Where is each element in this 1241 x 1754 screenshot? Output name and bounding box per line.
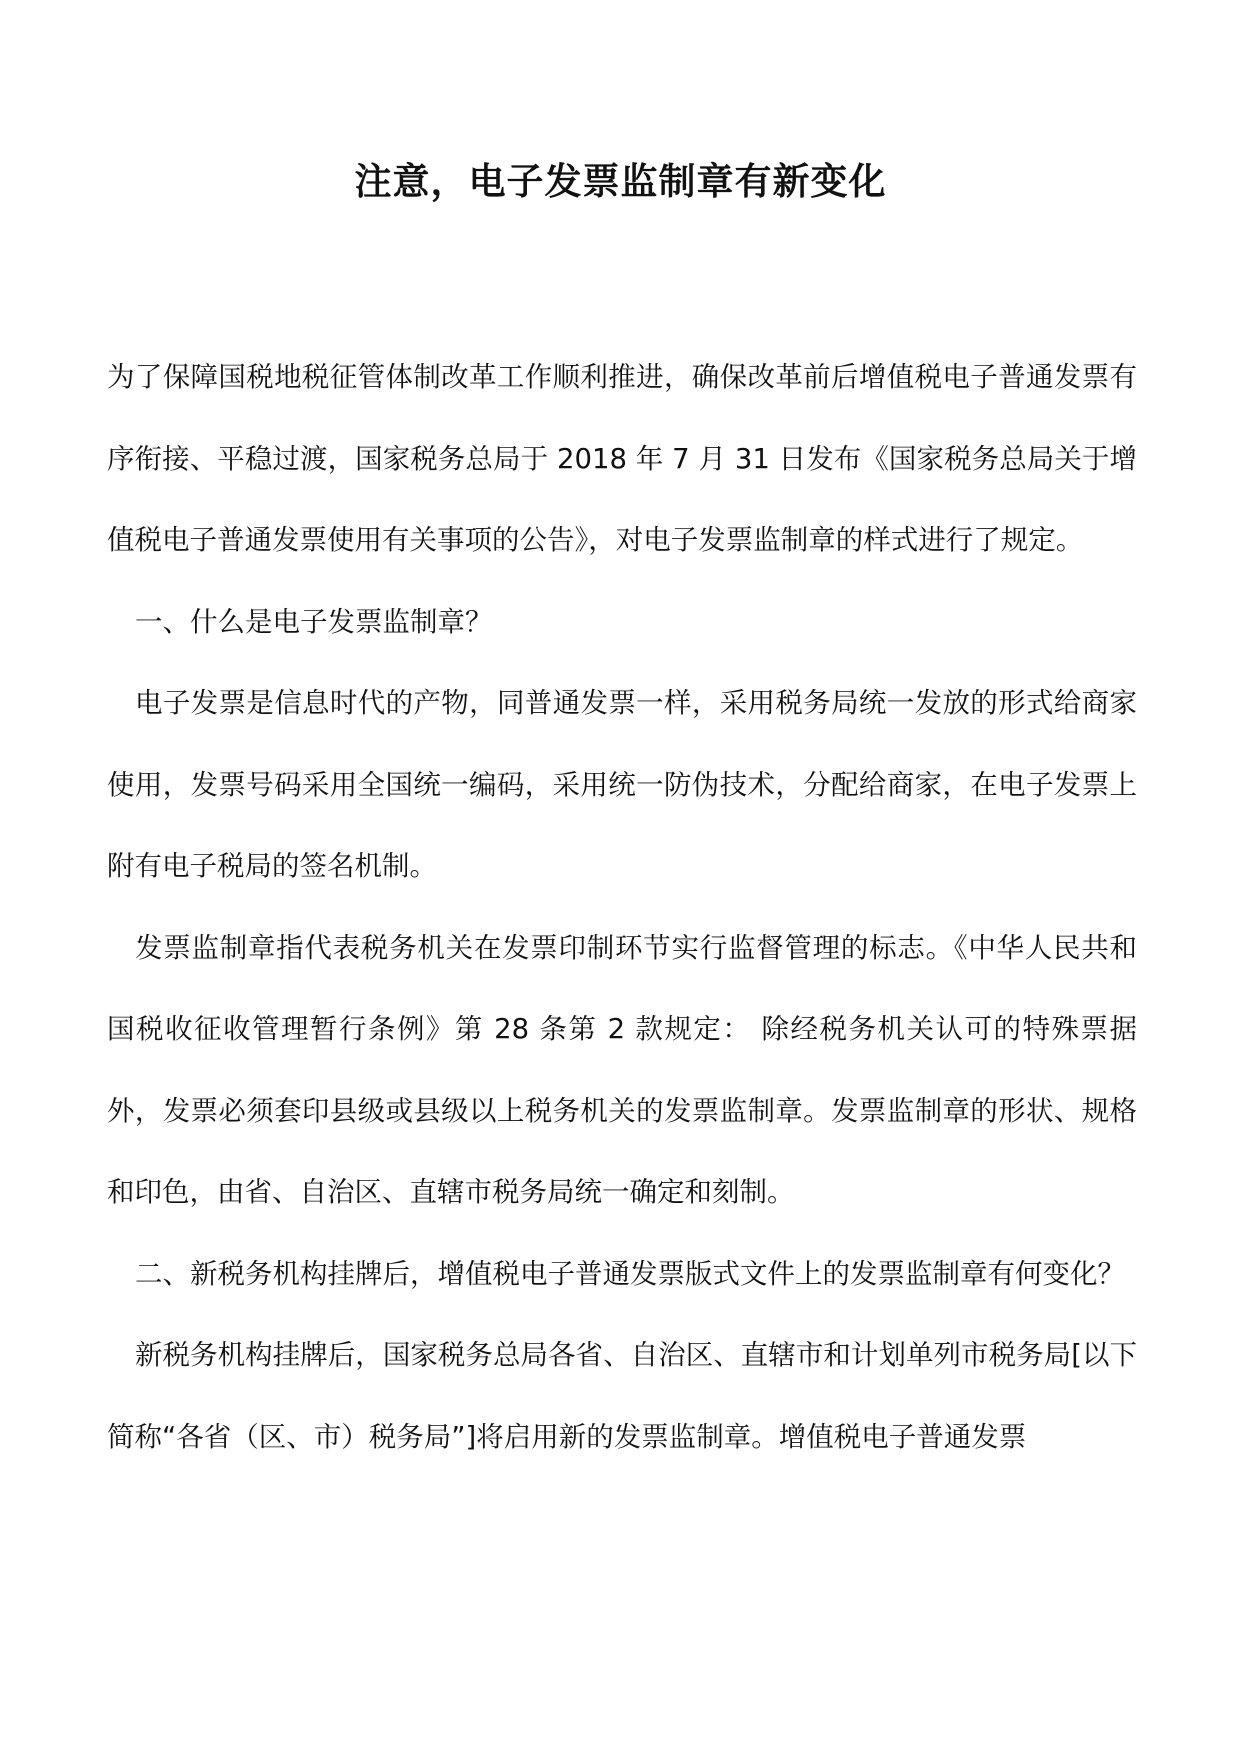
paragraph-intro: 为了保障国税地税征管体制改革工作顺利推进，确保改革前后增值税电子普通发票有序衔接、平稳过渡，国家税务总局于 2018 年 7 月 31 日发布《国家税务总局关于增值税电子普通发票使用有关事项的公告》，对电子发票监制章的样式进行了规定。 [107, 361, 1137, 556]
document-title: 注意，电子发票监制章有新变化 [354, 160, 887, 203]
section-heading-2: 二、新税务机构挂牌后，增值税电子普通发票版式文件上的发票监制章有何变化？ [135, 1257, 1125, 1290]
paragraph-e-invoice: 电子发票是信息时代的产物，同普通发票一样，采用税务局统一发放的形式给商家使用，发票号码采用全国统一编码，采用统一防伪技术，分配给商家，在电子发票上附有电子税局的签名机制。 [107, 687, 1137, 882]
paragraph-new-seal: 新税务机构挂牌后，国家税务总局各省、自治区、直辖市和计划单列市税务局[以下简称“各省（区、市）税务局”]将启用新的发票监制章。增值税电子普通发票 [107, 1339, 1137, 1453]
paragraph-supervision-seal: 发票监制章指代表税务机关在发票印制环节实行监督管理的标志。《中华人民共和国税收征收管理暂行条例》第 28 条第 2 款规定： 除经税务机关认可的特殊票据外，发票必须套印县级或县级以上税务机关的发票监制章。发票监制章的形状、规格和印色，由省、自治区、直辖市税务局统一确定和刻制。 [107, 931, 1137, 1208]
document-body [107, 337, 1137, 1478]
section-heading-1: 一、什么是电子发票监制章？ [135, 605, 493, 638]
